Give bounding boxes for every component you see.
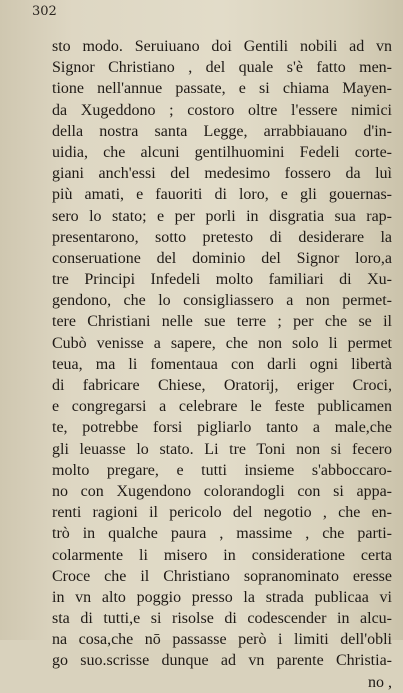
text-line: molto pregare, e tutti insieme s'abboccaro- — [52, 461, 392, 479]
text-line: te, potrebbe forsi pigliarlo tanto a male,che — [52, 419, 392, 437]
text-line: go suo.scrisse dunque ad vn parente Christia- — [52, 652, 392, 670]
text-line: Cubò venisse a sapere, che non solo li permet — [52, 334, 392, 352]
text-line: renti ragioni il pericolo del negotio , che en- — [52, 504, 392, 522]
text-line: tione nell'annue passate, e si chiama Mayen- — [52, 80, 392, 98]
text-line: trò in qualche paura , massime , che parti- — [52, 525, 392, 543]
text-line: gli leuasse lo stato. Li tre Toni non si fecero — [52, 440, 392, 458]
text-line: della nostra santa Legge, arrabbiauano d'in- — [52, 122, 392, 140]
text-line: Croce che il Christiano sopranominato eresse — [52, 567, 392, 585]
text-line: Signor Christiano , del quale s'è fatto men- — [52, 59, 392, 77]
text-line: sto modo. Seruiuano doi Gentili nobili ad vn — [52, 38, 392, 55]
body-text — [52, 36, 392, 693]
text-line: conseruatione del dominio del Signor loro,a — [52, 249, 392, 267]
text-line: sero lo stato; e per porli in disgratia sua rap- — [52, 207, 392, 225]
text-line: gendono, che lo consigliassero a non permet- — [52, 292, 392, 310]
text-line: no con Xugendono colorandogli con si appa- — [52, 482, 392, 500]
catchword: no , — [368, 673, 392, 691]
text-line: sta di tutti,e si risolse di codescender in alcu- — [52, 610, 392, 628]
text-line: tre Principi Infedeli molto familiari di Xu- — [52, 271, 392, 289]
text-line: presentarono, sotto pretesto di desiderare la — [52, 228, 392, 246]
text-line: e congregarsi a celebrare le feste publicamen — [52, 398, 392, 416]
text-line: colarmente li misero in consideratione certa — [52, 546, 392, 564]
page-number: 302 — [32, 4, 57, 19]
text-line: teua, ma li fomentaua con darli ogni libertà — [52, 355, 392, 373]
text-line: na cosa,che nō passasse però i limiti dell'obli — [52, 631, 392, 649]
text-line: più amati, e fauoriti di loro, e gli gouernas- — [52, 186, 392, 204]
text-line: di fabricare Chiese, Oratorij, eriger Croci, — [52, 377, 392, 394]
text-line: da Xugeddono ; costoro oltre l'essere nimici — [52, 101, 392, 119]
text-line: uidia, che alcuni gentilhuomini Fedeli corte- — [52, 143, 392, 161]
text-line: giani anch'essi del medesimo fossero da luì — [52, 165, 392, 183]
text-line: in vn alto poggio presso la strada publicaa vi — [52, 588, 392, 606]
text-line: tere Christiani nelle sue terre ; per che se il — [52, 313, 392, 331]
